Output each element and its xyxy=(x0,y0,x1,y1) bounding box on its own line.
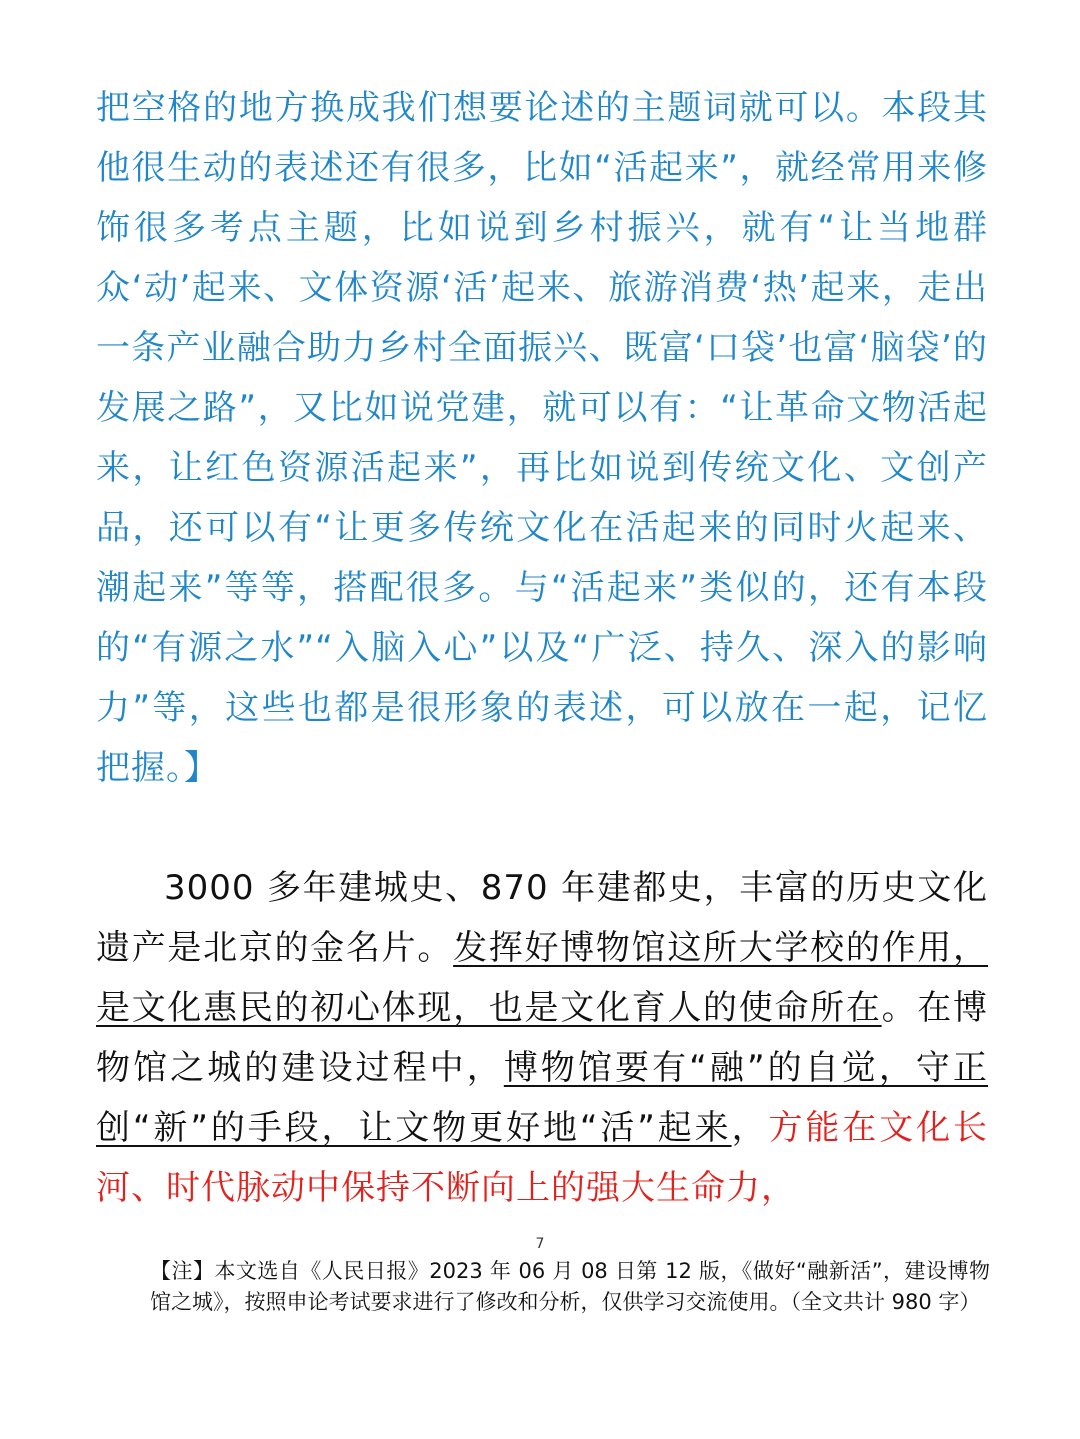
analysis-paragraph-text: 把空格的地方换成我们想要论述的主题词就可以。本段其他很生动的表述还有很多，比如“活起来”，就经常用来修饰很多考点主题，比如说到乡村振兴，就有“让当地群众‘动’起来、文体资源‘活’起来、旅游消费‘热’起来，走出一条产业融合助力乡村全面振兴、既富‘口袋’也富‘脑袋’的发展之路”，又比如说党建，就可以有：“让革命文物活起来，让红色资源活起来”，再比如说到传统文化、文创产品，还可以有“让更多传统文化在活起来的同时火起来、潮起来”等等，搭配很多。与“活起来”类似的，还有本段的“有源之水”“入脑入心”以及“广泛、持久、深入的影响力”等，这些也都是很形象的表述，可以放在一起，记忆把握。】 xyxy=(96,88,988,788)
footnote xyxy=(150,1256,990,1318)
body-text-plain-3: ， xyxy=(731,1108,769,1148)
page-number: 7 xyxy=(535,1236,545,1252)
footnote-text: 【注】本文选自《人民日报》2023 年 06 月 08 日第 12 版，《做好“融新活”，建设博物馆之城》，按照申论考试要求进行了修改和分析，仅供学习交流使用。（全文共计 980 字） xyxy=(150,1259,990,1314)
body-text-underlined-1: 发挥好博物馆这所大学校的作用，是文化惠民的初心体现，也是文化育人的使命所在 xyxy=(96,928,989,1028)
body-text-plain-1: 3000 多年建城史、870 年建都史，丰富的历史文化遗产是北京的金名片。 xyxy=(96,868,988,968)
analysis-paragraph xyxy=(96,78,988,798)
body-paragraph xyxy=(96,858,988,1218)
body-text-plain-2: 。在博物馆之城的建设过程中， xyxy=(96,988,989,1088)
body-text-red-highlight: 方能在文化长河、时代脉动中保持不断向上的强大生命力， xyxy=(96,1108,989,1208)
body-text-underlined-2: 博物馆要有“融”的自觉，守正创“新”的手段，让文物更好地“活”起来 xyxy=(96,1048,988,1148)
